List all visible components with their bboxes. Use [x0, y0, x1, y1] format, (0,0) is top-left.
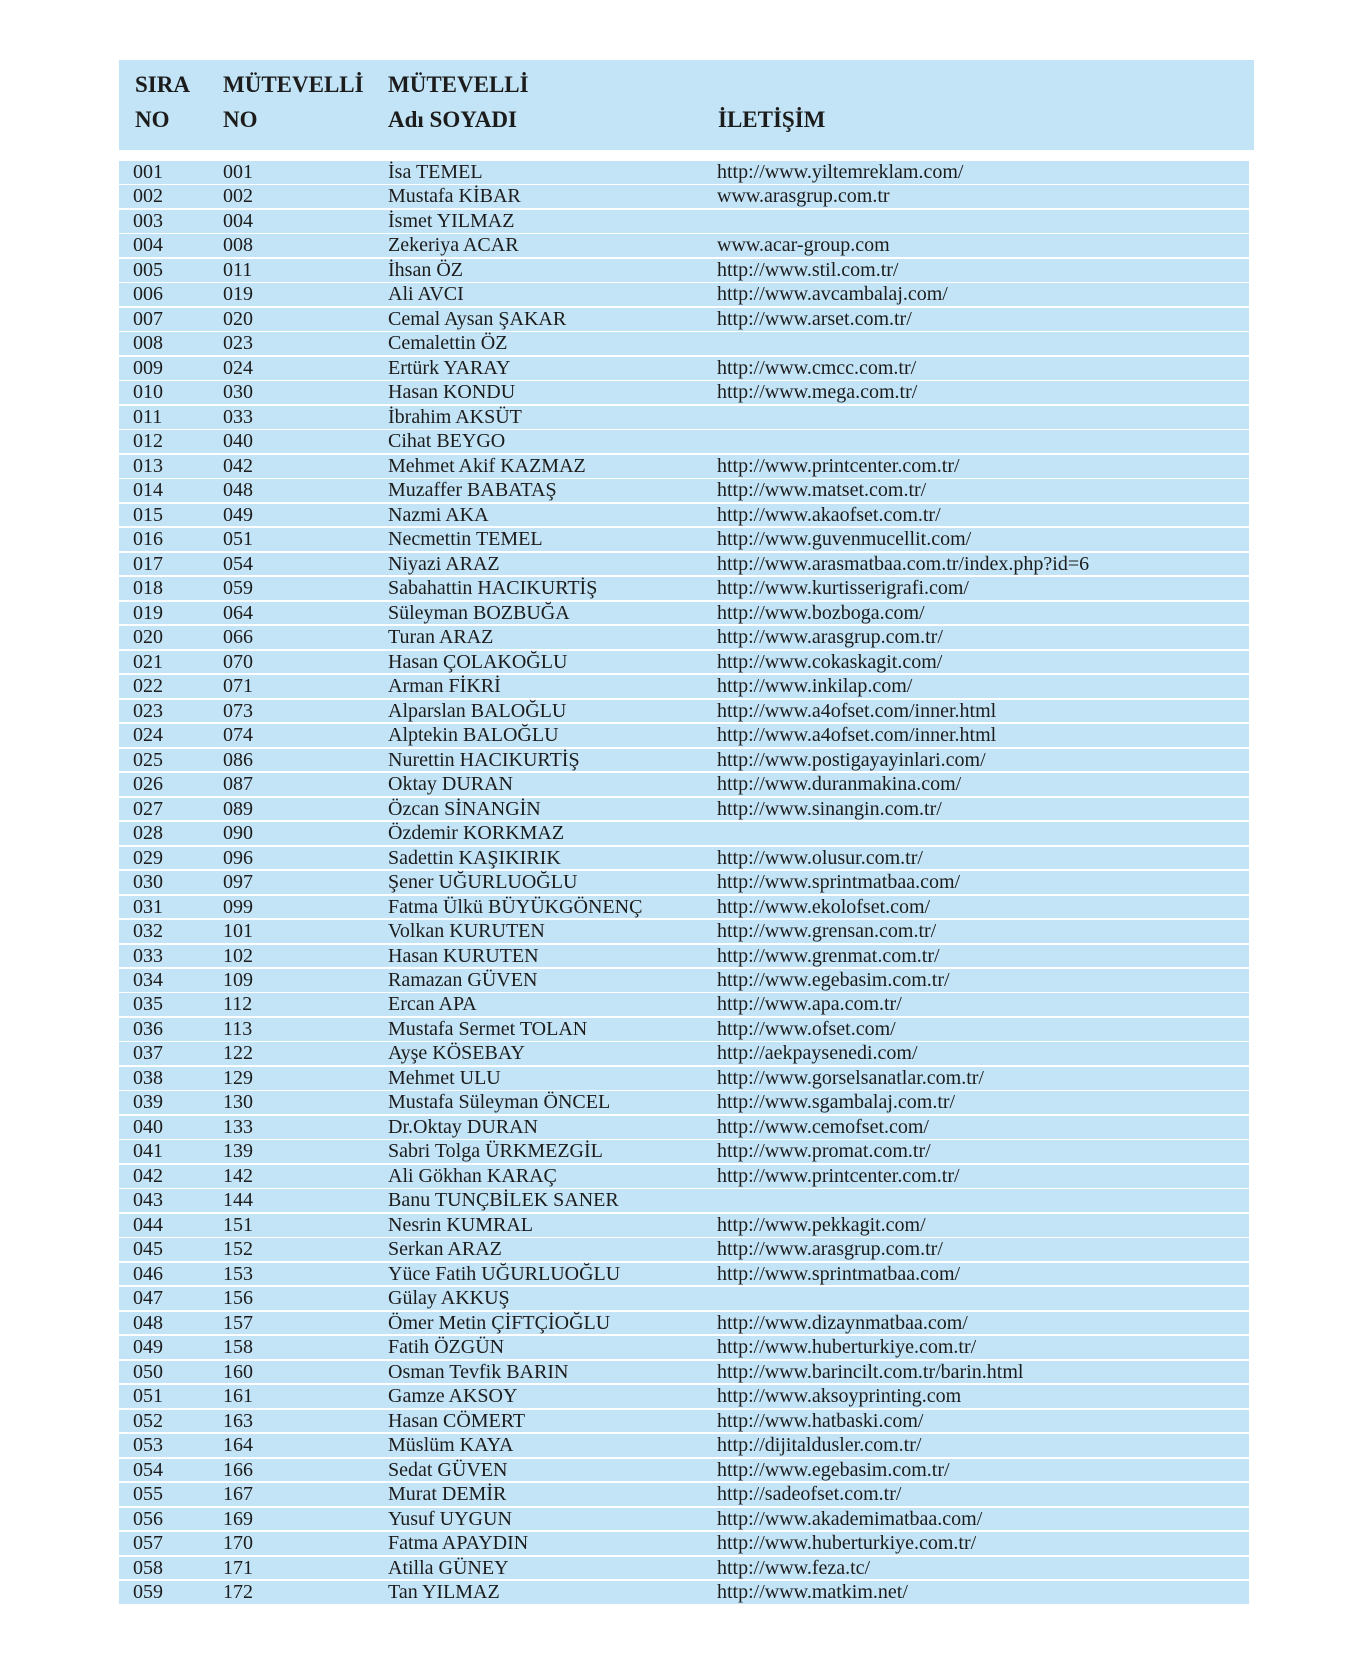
name-cell: Mustafa Sermet TOLAN [388, 1017, 588, 1040]
contact-link[interactable]: http://www.dizaynmatbaa.com/ [717, 1311, 968, 1334]
sira-no-cell: 039 [133, 1091, 163, 1114]
mutevelli-no-cell: 164 [223, 1434, 253, 1457]
table-row [119, 161, 1249, 184]
contact-link[interactable]: http://www.pekkagit.com/ [717, 1213, 926, 1236]
sira-no-cell: 017 [133, 552, 163, 575]
contact-link[interactable]: http://www.bozboga.com/ [717, 601, 925, 624]
contact-link[interactable]: http://www.cokaskagit.com/ [717, 650, 943, 673]
contact-link[interactable]: http://www.printcenter.com.tr/ [717, 454, 960, 477]
name-cell: Sabahattin HACIKURTİŞ [388, 577, 598, 600]
mutevelli-no-cell: 109 [223, 968, 253, 991]
name-cell: Zekeriya ACAR [388, 234, 519, 257]
name-cell: İhsan ÖZ [388, 258, 463, 281]
contact-link[interactable]: http://www.olusur.com.tr/ [717, 846, 923, 869]
contact-link[interactable]: http://www.huberturkiye.com.tr/ [717, 1336, 977, 1359]
header-mutevelli-no: MÜTEVELLİ NO [223, 72, 364, 132]
name-cell: Volkan KURUTEN [388, 920, 545, 943]
name-cell: Yusuf UYGUN [388, 1507, 512, 1530]
table-row [119, 1018, 1249, 1041]
mutevelli-no-cell: 064 [223, 601, 253, 624]
sira-no-cell: 049 [133, 1336, 163, 1359]
name-cell: Hasan KURUTEN [388, 944, 539, 967]
name-cell: İsa TEMEL [388, 161, 483, 183]
mutevelli-no-cell: 073 [223, 699, 253, 722]
sira-no-cell: 040 [133, 1115, 163, 1138]
contact-link[interactable]: http://www.cmcc.com.tr/ [717, 356, 917, 379]
contact-link[interactable]: http://www.sinangin.com.tr/ [717, 797, 942, 820]
mutevelli-no-cell: 096 [223, 846, 253, 869]
table-row [119, 553, 1249, 576]
contact-link[interactable]: http://www.gorselsanatlar.com.tr/ [717, 1066, 984, 1089]
contact-link[interactable]: http://www.hatbaski.com/ [717, 1409, 924, 1432]
mutevelli-no-cell: 074 [223, 724, 253, 747]
name-cell: Arman FİKRİ [388, 675, 501, 698]
contact-link[interactable]: http://sadeofset.com.tr/ [717, 1483, 902, 1506]
contact-link[interactable]: http://www.ofset.com/ [717, 1017, 896, 1040]
mutevelli-no-cell: 101 [223, 920, 253, 943]
sira-no-cell: 008 [133, 332, 163, 355]
table-row [119, 896, 1249, 919]
table-row [119, 871, 1249, 894]
mutevelli-no-cell: 161 [223, 1385, 253, 1408]
table-row [119, 1042, 1249, 1065]
sira-no-cell: 051 [133, 1385, 163, 1408]
sira-no-cell: 044 [133, 1213, 163, 1236]
mutevelli-no-cell: 142 [223, 1164, 253, 1187]
sira-no-cell: 025 [133, 748, 163, 771]
sira-no-cell: 045 [133, 1238, 163, 1261]
mutevelli-no-cell: 139 [223, 1140, 253, 1163]
mutevelli-no-cell: 113 [223, 1017, 253, 1040]
mutevelli-no-cell: 049 [223, 503, 253, 526]
table-row [119, 749, 1249, 772]
sira-no-cell: 027 [133, 797, 163, 820]
table-row [119, 822, 1249, 845]
mutevelli-no-cell: 151 [223, 1213, 253, 1236]
sira-no-cell: 021 [133, 650, 163, 673]
contact-link[interactable]: http://www.matset.com.tr/ [717, 479, 927, 502]
table-row [119, 724, 1249, 747]
name-cell: Dr.Oktay DURAN [388, 1115, 538, 1138]
contact-link[interactable]: http://www.egebasim.com.tr/ [717, 1458, 950, 1481]
sira-no-cell: 002 [133, 185, 163, 208]
contact-link[interactable]: http://www.yiltemreklam.com/ [717, 161, 964, 183]
sira-no-cell: 012 [133, 430, 163, 453]
contact-link[interactable]: http://www.egebasim.com.tr/ [717, 968, 950, 991]
table-row [119, 479, 1249, 502]
sira-no-cell: 023 [133, 699, 163, 722]
contact-link[interactable]: http://www.stil.com.tr/ [717, 258, 899, 281]
name-cell: Ramazan GÜVEN [388, 968, 538, 991]
header-mutevelli-adi-soyadi: MÜTEVELLİ Adı SOYADI [388, 72, 529, 132]
table-row [119, 993, 1249, 1016]
mutevelli-no-cell: 051 [223, 528, 253, 551]
sira-no-cell: 041 [133, 1140, 163, 1163]
table-row [119, 1140, 1249, 1163]
contact-link[interactable]: http://www.arset.com.tr/ [717, 307, 912, 330]
mutevelli-no-cell: 122 [223, 1042, 253, 1065]
mutevelli-no-cell: 133 [223, 1115, 253, 1138]
contact-link[interactable]: http://www.sprintmatbaa.com/ [717, 871, 961, 894]
mutevelli-no-cell: 001 [223, 161, 253, 183]
sira-no-cell: 001 [133, 161, 163, 183]
contact-link[interactable]: http://www.grenmat.com.tr/ [717, 944, 940, 967]
sira-no-cell: 058 [133, 1556, 163, 1579]
table-row [119, 1508, 1249, 1531]
table-row [119, 381, 1249, 404]
contact-link[interactable]: www.arasgrup.com.tr [717, 185, 890, 208]
mutevelli-no-cell: 042 [223, 454, 253, 477]
name-cell: Nazmi AKA [388, 503, 489, 526]
table-row [119, 210, 1249, 233]
table-row [119, 1067, 1249, 1090]
mutevelli-no-cell: 144 [223, 1189, 253, 1212]
name-cell: Hasan ÇOLAKOĞLU [388, 650, 568, 673]
sira-no-cell: 033 [133, 944, 163, 967]
sira-no-cell: 003 [133, 209, 163, 232]
table-row [119, 1336, 1249, 1359]
sira-no-cell: 011 [133, 405, 163, 428]
name-cell: Mustafa KİBAR [388, 185, 521, 208]
table-row [119, 798, 1249, 821]
name-cell: Mehmet Akif KAZMAZ [388, 454, 586, 477]
sira-no-cell: 005 [133, 258, 163, 281]
mutevelli-no-cell: 158 [223, 1336, 253, 1359]
name-cell: Atilla GÜNEY [388, 1556, 509, 1579]
table-row [119, 700, 1249, 723]
table-row [119, 1263, 1249, 1286]
sira-no-cell: 015 [133, 503, 163, 526]
table-row [119, 675, 1249, 698]
mutevelli-no-cell: 156 [223, 1287, 253, 1310]
mutevelli-no-cell: 054 [223, 552, 253, 575]
name-cell: Ertürk YARAY [388, 356, 511, 379]
sira-no-cell: 050 [133, 1360, 163, 1383]
sira-no-cell: 007 [133, 307, 163, 330]
name-cell: Ali Gökhan KARAÇ [388, 1164, 557, 1187]
table-row [119, 626, 1249, 649]
mutevelli-no-cell: 040 [223, 430, 253, 453]
table-row [119, 455, 1249, 478]
sira-no-cell: 054 [133, 1458, 163, 1481]
table-row [119, 1312, 1249, 1335]
contact-link[interactable]: http://www.kurtisserigrafi.com/ [717, 577, 969, 600]
mutevelli-no-cell: 152 [223, 1238, 253, 1261]
mutevelli-no-cell: 129 [223, 1066, 253, 1089]
name-cell: Özdemir KORKMAZ [388, 822, 565, 845]
table-row [119, 1557, 1249, 1580]
table-row [119, 1385, 1249, 1408]
mutevelli-no-cell: 169 [223, 1507, 253, 1530]
name-cell: Necmettin TEMEL [388, 528, 543, 551]
mutevelli-no-cell: 019 [223, 283, 253, 306]
mutevelli-no-cell: 023 [223, 332, 253, 355]
name-cell: Mehmet ULU [388, 1066, 501, 1089]
contact-link[interactable]: http://www.promat.com.tr/ [717, 1140, 931, 1163]
table-row [119, 357, 1249, 380]
mutevelli-no-cell: 089 [223, 797, 253, 820]
mutevelli-no-cell: 167 [223, 1483, 253, 1506]
mutevelli-no-cell: 112 [223, 993, 253, 1016]
table-row [119, 1459, 1249, 1482]
mutevelli-no-cell: 030 [223, 381, 253, 404]
sira-no-cell: 016 [133, 528, 163, 551]
contact-link[interactable]: http://www.duranmakina.com/ [717, 773, 962, 796]
sira-no-cell: 006 [133, 283, 163, 306]
sira-no-cell: 009 [133, 356, 163, 379]
sira-no-cell: 056 [133, 1507, 163, 1530]
name-cell: Müslüm KAYA [388, 1434, 514, 1457]
table-row [119, 602, 1249, 625]
sira-no-cell: 046 [133, 1262, 163, 1285]
name-cell: Cemal Aysan ŞAKAR [388, 307, 567, 330]
sira-no-cell: 004 [133, 234, 163, 257]
sira-no-cell: 018 [133, 577, 163, 600]
table-row [119, 969, 1249, 992]
contact-link[interactable]: http://www.akademimatbaa.com/ [717, 1507, 983, 1530]
contact-link[interactable]: http://www.barincilt.com.tr/barin.html [717, 1360, 1024, 1383]
mutevelli-no-cell: 059 [223, 577, 253, 600]
mutevelli-no-cell: 024 [223, 356, 253, 379]
name-cell: Nesrin KUMRAL [388, 1213, 533, 1236]
mutevelli-no-cell: 097 [223, 871, 253, 894]
name-cell: Alptekin BALOĞLU [388, 724, 559, 747]
mutevelli-no-cell: 086 [223, 748, 253, 771]
name-cell: Özcan SİNANGİN [388, 797, 541, 820]
name-cell: İsmet YILMAZ [388, 209, 515, 232]
table-row [119, 847, 1249, 870]
name-cell: Nurettin HACIKURTİŞ [388, 748, 580, 771]
name-cell: Sedat GÜVEN [388, 1458, 508, 1481]
table-row [119, 406, 1249, 429]
name-cell: Oktay DURAN [388, 773, 513, 796]
sira-no-cell: 047 [133, 1287, 163, 1310]
table-row [119, 945, 1249, 968]
contact-link[interactable]: http://www.apa.com.tr/ [717, 993, 902, 1016]
sira-no-cell: 035 [133, 993, 163, 1016]
contact-link[interactable]: http://www.feza.tc/ [717, 1556, 871, 1579]
mutevelli-no-cell: 153 [223, 1262, 253, 1285]
table-row [119, 283, 1249, 306]
name-cell: Sabri Tolga ÜRKMEZGİL [388, 1140, 603, 1163]
mutevelli-no-cell: 172 [223, 1581, 253, 1604]
name-cell: Alparslan BALOĞLU [388, 699, 567, 722]
contact-link[interactable]: http://www.printcenter.com.tr/ [717, 1164, 960, 1187]
sira-no-cell: 029 [133, 846, 163, 869]
name-cell: Serkan ARAZ [388, 1238, 502, 1261]
mutevelli-no-cell: 087 [223, 773, 253, 796]
mutevelli-no-cell: 008 [223, 234, 253, 257]
name-cell: Şener UĞURLUOĞLU [388, 871, 578, 894]
sira-no-cell: 059 [133, 1581, 163, 1604]
mutevelli-no-cell: 163 [223, 1409, 253, 1432]
mutevelli-no-cell: 070 [223, 650, 253, 673]
contact-link[interactable]: http://www.a4ofset.com/inner.html [717, 724, 997, 747]
contact-link[interactable]: www.acar-group.com [717, 234, 890, 257]
sira-no-cell: 043 [133, 1189, 163, 1212]
sira-no-cell: 028 [133, 822, 163, 845]
name-cell: Cihat BEYGO [388, 430, 506, 453]
header-iletisim: İLETİŞİM [718, 107, 826, 132]
table-row [119, 577, 1249, 600]
name-cell: Hasan CÖMERT [388, 1409, 526, 1432]
mutevelli-no-cell: 166 [223, 1458, 253, 1481]
mutevelli-no-cell: 171 [223, 1556, 253, 1579]
contact-link[interactable]: http://www.arasgrup.com.tr/ [717, 626, 943, 649]
mutevelli-no-cell: 090 [223, 822, 253, 845]
mutevelli-no-cell: 048 [223, 479, 253, 502]
mutevelli-no-cell: 011 [223, 258, 253, 281]
table-row [119, 1581, 1249, 1604]
sira-no-cell: 013 [133, 454, 163, 477]
table-row [119, 1238, 1249, 1261]
name-cell: Gamze AKSOY [388, 1385, 518, 1408]
mutevelli-no-cell: 099 [223, 895, 253, 918]
name-cell: Tan YILMAZ [388, 1581, 500, 1604]
contact-link[interactable]: http://www.postigayayinlari.com/ [717, 748, 986, 771]
mutevelli-no-cell: 157 [223, 1311, 253, 1334]
contact-link[interactable]: http://www.cemofset.com/ [717, 1115, 929, 1138]
name-cell: Banu TUNÇBİLEK SANER [388, 1189, 619, 1212]
name-cell: Turan ARAZ [388, 626, 494, 649]
table-row [119, 504, 1249, 527]
name-cell: Murat DEMİR [388, 1483, 507, 1506]
table-row [119, 1434, 1249, 1457]
sira-no-cell: 038 [133, 1066, 163, 1089]
sira-no-cell: 036 [133, 1017, 163, 1040]
table-row [119, 1214, 1249, 1237]
contact-link[interactable]: http://www.sgambalaj.com.tr/ [717, 1091, 956, 1114]
mutevelli-no-cell: 004 [223, 209, 253, 232]
contact-link[interactable]: http://www.grensan.com.tr/ [717, 920, 937, 943]
table-row [119, 234, 1249, 257]
name-cell: Ayşe KÖSEBAY [388, 1042, 525, 1065]
name-cell: Fatma Ülkü BÜYÜKGÖNENÇ [388, 895, 643, 918]
sira-no-cell: 019 [133, 601, 163, 624]
sira-no-cell: 048 [133, 1311, 163, 1334]
table-body [119, 161, 1249, 1606]
mutevelli-no-cell: 130 [223, 1091, 253, 1114]
table-row [119, 430, 1249, 453]
sira-no-cell: 010 [133, 381, 163, 404]
sira-no-cell: 053 [133, 1434, 163, 1457]
mutevelli-no-cell: 160 [223, 1360, 253, 1383]
table-row [119, 773, 1249, 796]
table-row [119, 1189, 1249, 1212]
contact-link[interactable]: http://www.avcambalaj.com/ [717, 283, 948, 306]
table-row [119, 1361, 1249, 1384]
table-row [119, 920, 1249, 943]
name-cell: Ali AVCI [388, 283, 464, 306]
contact-link[interactable]: http://www.huberturkiye.com.tr/ [717, 1532, 977, 1555]
sira-no-cell: 042 [133, 1164, 163, 1187]
name-cell: Osman Tevfik BARIN [388, 1360, 569, 1383]
mutevelli-no-cell: 071 [223, 675, 253, 698]
mutevelli-no-cell: 170 [223, 1532, 253, 1555]
sira-no-cell: 020 [133, 626, 163, 649]
sira-no-cell: 055 [133, 1483, 163, 1506]
name-cell: Süleyman BOZBUĞA [388, 601, 570, 624]
mutevelli-no-cell: 033 [223, 405, 253, 428]
table-row [119, 1116, 1249, 1139]
mutevelli-no-cell: 020 [223, 307, 253, 330]
name-cell: Sadettin KAŞIKIRIK [388, 846, 561, 869]
name-cell: Mustafa Süleyman ÖNCEL [388, 1091, 611, 1114]
contact-link[interactable]: http://www.a4ofset.com/inner.html [717, 699, 997, 722]
contact-link[interactable]: http://www.aksoyprinting.com [717, 1385, 962, 1408]
table-header [119, 60, 1254, 150]
sira-no-cell: 022 [133, 675, 163, 698]
table-row [119, 651, 1249, 674]
contact-link[interactable]: http://www.guvenmucellit.com/ [717, 528, 972, 551]
name-cell: Niyazi ARAZ [388, 552, 500, 575]
name-cell: Fatih ÖZGÜN [388, 1336, 505, 1359]
table-row [119, 259, 1249, 282]
table-row [119, 1532, 1249, 1555]
sira-no-cell: 034 [133, 968, 163, 991]
sira-no-cell: 026 [133, 773, 163, 796]
table-row [119, 1410, 1249, 1433]
table-row [119, 185, 1249, 208]
sira-no-cell: 014 [133, 479, 163, 502]
name-cell: Yüce Fatih UĞURLUOĞLU [388, 1262, 621, 1285]
name-cell: Fatma APAYDIN [388, 1532, 529, 1555]
contact-link[interactable]: http://www.akaofset.com.tr/ [717, 503, 941, 526]
contact-link[interactable]: http://www.inkilap.com/ [717, 675, 913, 698]
header-sira-no: SIRA NO [135, 72, 190, 132]
sira-no-cell: 031 [133, 895, 163, 918]
table-row [119, 1287, 1249, 1310]
table-row [119, 1483, 1249, 1506]
name-cell: Gülay AKKUŞ [388, 1287, 510, 1310]
table-row [119, 528, 1249, 551]
sira-no-cell: 032 [133, 920, 163, 943]
contact-link[interactable]: http://www.sprintmatbaa.com/ [717, 1262, 961, 1285]
contact-link[interactable]: http://www.arasmatbaa.com.tr/index.php?id=6 [717, 552, 1090, 575]
mutevelli-no-cell: 002 [223, 185, 253, 208]
name-cell: Muzaffer BABATAŞ [388, 479, 557, 502]
table-row [119, 1165, 1249, 1188]
contact-link[interactable]: http://www.mega.com.tr/ [717, 381, 918, 404]
sira-no-cell: 057 [133, 1532, 163, 1555]
table-row [119, 332, 1249, 355]
contact-link[interactable]: http://www.ekolofset.com/ [717, 895, 931, 918]
table-row [119, 1091, 1249, 1114]
table-row [119, 308, 1249, 331]
contact-link[interactable]: http://dijitaldusler.com.tr/ [717, 1434, 922, 1457]
name-cell: İbrahim AKSÜT [388, 405, 522, 428]
sira-no-cell: 030 [133, 871, 163, 894]
sira-no-cell: 024 [133, 724, 163, 747]
sira-no-cell: 052 [133, 1409, 163, 1432]
name-cell: Ercan APA [388, 993, 477, 1016]
mutevelli-no-cell: 102 [223, 944, 253, 967]
mutevelli-no-cell: 066 [223, 626, 253, 649]
contact-link[interactable]: http://aekpaysenedi.com/ [717, 1042, 918, 1065]
name-cell: Hasan KONDU [388, 381, 516, 404]
contact-link[interactable]: http://www.matkim.net/ [717, 1581, 908, 1604]
contact-link[interactable]: http://www.arasgrup.com.tr/ [717, 1238, 943, 1261]
name-cell: Ömer Metin ÇİFTÇİOĞLU [388, 1311, 611, 1334]
name-cell: Cemalettin ÖZ [388, 332, 508, 355]
sira-no-cell: 037 [133, 1042, 163, 1065]
